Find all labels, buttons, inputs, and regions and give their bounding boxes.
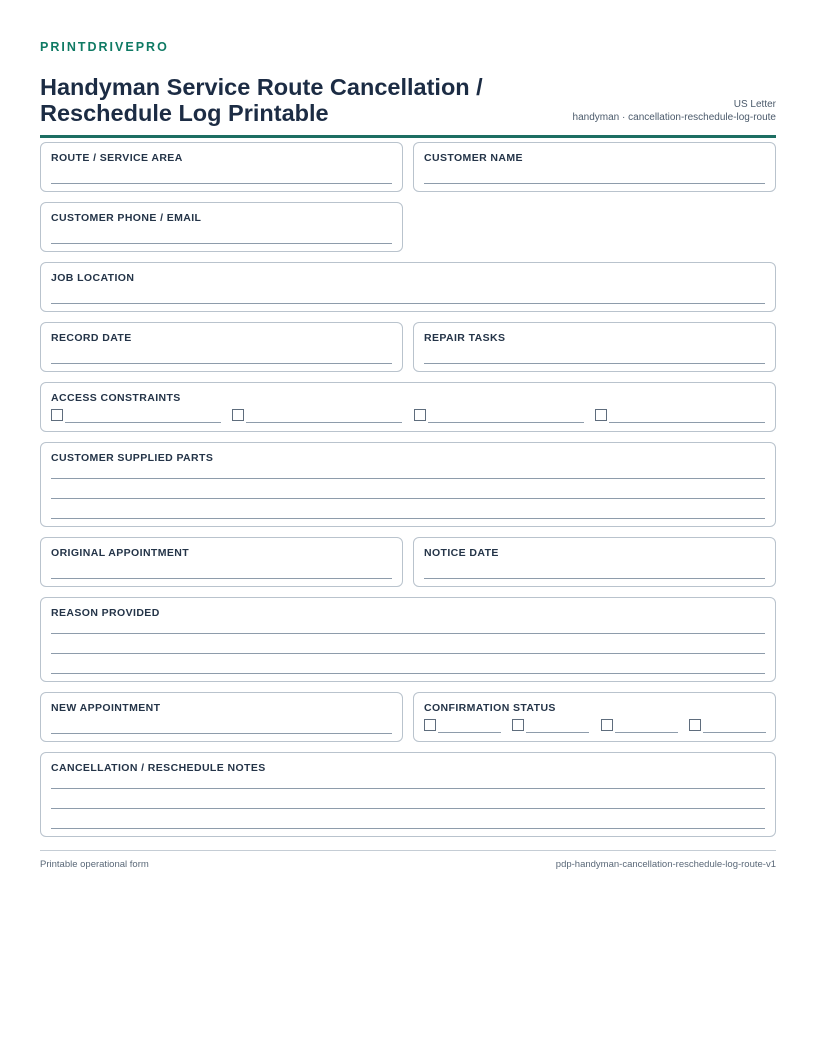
field-job-location	[40, 262, 776, 312]
field-new-appointment	[40, 692, 403, 742]
field-label: NEW APPOINTMENT	[51, 702, 161, 714]
customer-parts-line-1[interactable]	[51, 478, 765, 479]
access-option-line-3[interactable]	[428, 422, 584, 423]
confirmation-option-line-4[interactable]	[703, 732, 766, 733]
field-label: CONFIRMATION STATUS	[424, 702, 556, 714]
customer-parts-line-3[interactable]	[51, 518, 765, 519]
access-option-line-2[interactable]	[246, 422, 402, 423]
notes-line-2[interactable]	[51, 808, 765, 809]
field-customer-parts	[40, 442, 776, 527]
field-label: CUSTOMER NAME	[424, 152, 523, 164]
access-option-line-1[interactable]	[65, 422, 221, 423]
access-checkbox-2[interactable]	[232, 409, 244, 421]
field-record-date	[40, 322, 403, 372]
field-customer-name	[413, 142, 776, 192]
confirmation-checkbox-2[interactable]	[512, 719, 524, 731]
field-confirmation-status	[413, 692, 776, 742]
field-notes	[40, 752, 776, 837]
reason-line-2[interactable]	[51, 653, 765, 654]
form-slug: handyman · cancellation-reschedule-log-route	[572, 112, 776, 123]
field-original-appointment	[40, 537, 403, 587]
access-checkbox-4[interactable]	[595, 409, 607, 421]
form-page	[40, 40, 776, 138]
footer-form-id: pdp-handyman-cancellation-reschedule-log-route-v1	[555, 859, 776, 870]
field-reason-provided	[40, 597, 776, 682]
field-label: ACCESS CONSTRAINTS	[51, 392, 181, 404]
repair-tasks-input-line[interactable]	[424, 363, 765, 364]
access-option-line-4[interactable]	[609, 422, 765, 423]
confirmation-option-line-2[interactable]	[526, 732, 589, 733]
confirmation-checkbox-1[interactable]	[424, 719, 436, 731]
new-appointment-input-line[interactable]	[51, 733, 392, 734]
customer-contact-input-line[interactable]	[51, 243, 392, 244]
field-label: CUSTOMER PHONE / EMAIL	[51, 212, 202, 224]
field-label: REASON PROVIDED	[51, 607, 160, 619]
notes-line-3[interactable]	[51, 828, 765, 829]
field-route	[40, 142, 403, 192]
access-checkbox-1[interactable]	[51, 409, 63, 421]
reason-line-1[interactable]	[51, 633, 765, 634]
field-label: RECORD DATE	[51, 332, 132, 344]
field-label: CUSTOMER SUPPLIED PARTS	[51, 452, 214, 464]
customer-name-input-line[interactable]	[424, 183, 765, 184]
field-repair-tasks	[413, 322, 776, 372]
field-access-constraints	[40, 382, 776, 432]
job-location-input-line[interactable]	[51, 303, 765, 304]
access-checkbox-3[interactable]	[414, 409, 426, 421]
field-label: CANCELLATION / RESCHEDULE NOTES	[51, 762, 266, 774]
customer-parts-line-2[interactable]	[51, 498, 765, 499]
confirmation-checkbox-3[interactable]	[601, 719, 613, 731]
field-customer-contact	[40, 202, 403, 252]
confirmation-checkbox-4[interactable]	[689, 719, 701, 731]
field-label: ROUTE / SERVICE AREA	[51, 152, 183, 164]
confirmation-option-line-3[interactable]	[615, 732, 678, 733]
record-date-input-line[interactable]	[51, 363, 392, 364]
route-input-line[interactable]	[51, 183, 392, 184]
notes-line-1[interactable]	[51, 788, 765, 789]
field-label: JOB LOCATION	[51, 272, 135, 284]
field-notice-date	[413, 537, 776, 587]
notice-date-input-line[interactable]	[424, 578, 765, 579]
field-label: ORIGINAL APPOINTMENT	[51, 547, 190, 559]
page-meta	[573, 98, 776, 124]
field-label: NOTICE DATE	[424, 547, 499, 559]
field-label: REPAIR TASKS	[424, 332, 506, 344]
page-title: Handyman Service Route Cancellation / Reschedule Log Printable	[40, 74, 483, 126]
header	[40, 54, 776, 138]
brand-name: PRINTDRIVEPRO	[40, 40, 169, 54]
confirmation-option-line-1[interactable]	[438, 732, 501, 733]
paper-size: US Letter	[733, 99, 776, 110]
footer-caption: Printable operational form	[40, 859, 149, 870]
original-appointment-input-line[interactable]	[51, 578, 392, 579]
footer-divider	[40, 850, 776, 851]
reason-line-3[interactable]	[51, 673, 765, 674]
